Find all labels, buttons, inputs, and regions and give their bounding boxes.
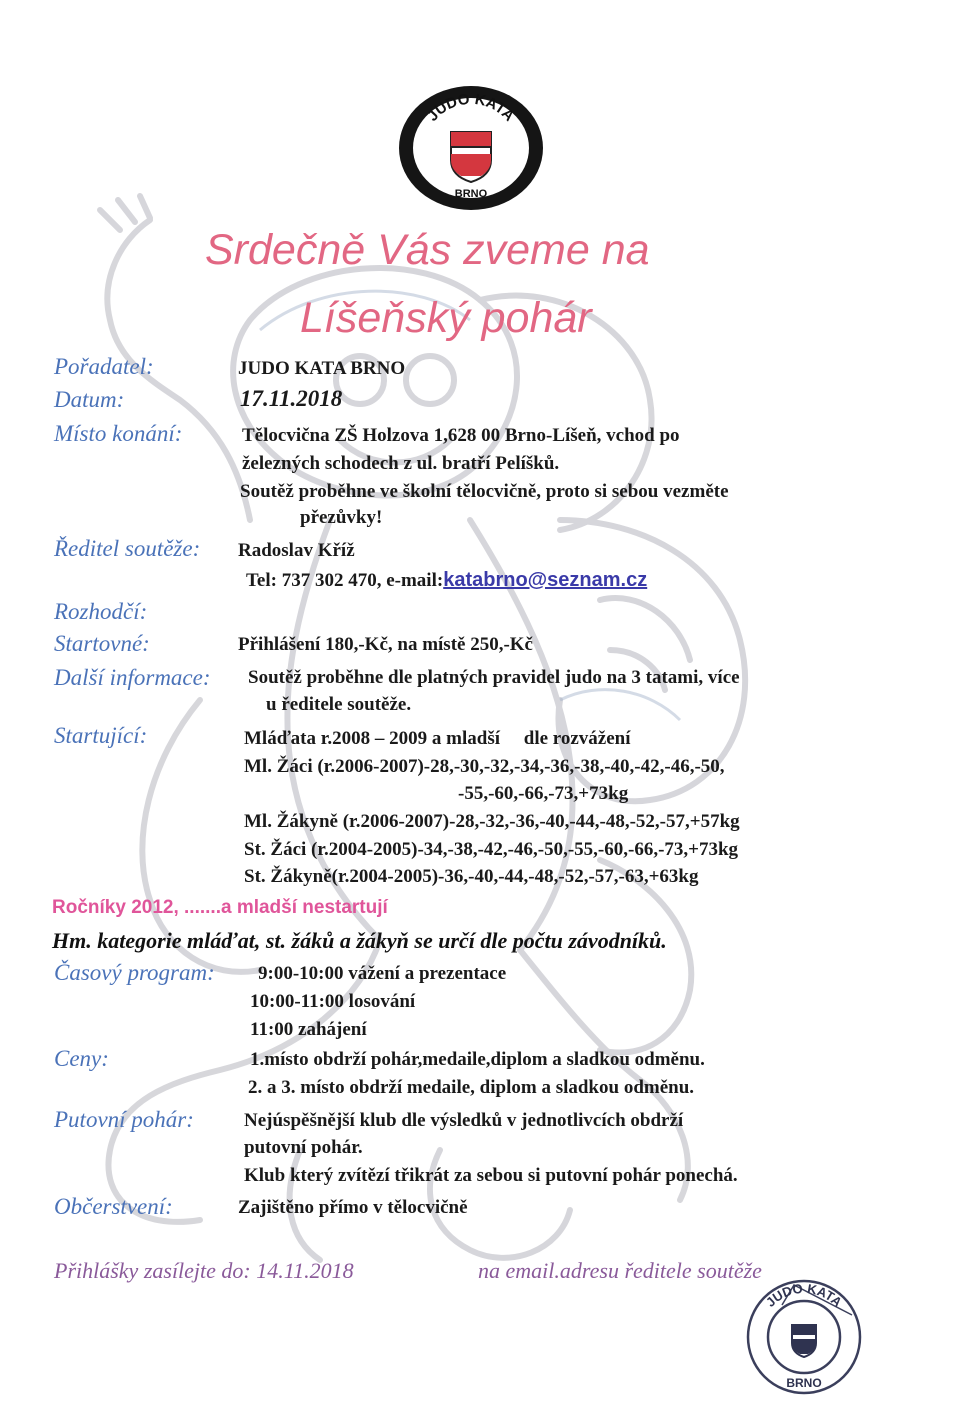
competitors-line-6: St. Žákyně(r.2004-2005)-36,-40,-44,-48,-52,-57,-63,+63kg <box>244 866 699 887</box>
svg-text:JUDO KATA: JUDO KATA <box>762 1280 846 1310</box>
director-name: Radoslav Kříž <box>238 540 355 561</box>
refreshments-value: Zajištěno přímo v tělocvičně <box>238 1197 468 1218</box>
director-email-link[interactable]: katabrno@seznam.cz <box>443 569 648 591</box>
schedule-line-3: 11:00 zahájení <box>250 1019 367 1040</box>
prizes-line-1: 1.místo obdrží pohár,medaile,diplom a sladkou odměnu. <box>250 1049 705 1070</box>
schedule-line-1: 9:00-10:00 vážení a prezentace <box>258 963 507 984</box>
title-line-2: Líšeňský pohár <box>300 294 592 342</box>
venue-label: Místo konání: <box>54 421 183 446</box>
organizer-label: Pořadatel: <box>54 354 154 379</box>
fee-label: Startovné: <box>54 631 150 656</box>
registration-email-note: na email.adresu ředitele soutěže <box>478 1258 762 1283</box>
more-info-line-2: u ředitele soutěže. <box>266 694 412 715</box>
competitors-line-4: Ml. Žákyně (r.2006-2007)-28,-32,-36,-40,-44,-48,-52,-57,+57kg <box>244 811 740 832</box>
age-notice: Ročníky 2012, .......a mladší nestartují <box>52 897 388 918</box>
registration-deadline: Přihlášky zasílejte do: 14.11.2018 <box>54 1258 354 1283</box>
trophy-line-1: Nejúspěšnější klub dle výsledků v jednotlivcích obdrží <box>244 1110 684 1131</box>
fee-value: Přihlášení 180,-Kč, na místě 250,-Kč <box>238 634 533 655</box>
director-label: Ředitel soutěže: <box>54 536 201 561</box>
trophy-line-3: Klub který zvítězí třikrát za sebou si putovní pohár ponechá. <box>244 1165 738 1186</box>
weight-category-note: Hm. kategorie mláďat, st. žáků a žákyň se určí dle počtu závodníků. <box>52 928 667 953</box>
svg-text:JUDO KATA: JUDO KATA <box>424 90 518 125</box>
refreshments-label: Občerstvení: <box>54 1194 173 1219</box>
more-info-line-1: Soutěž proběhne dle platných pravidel judo na 3 tatami, více <box>248 667 740 688</box>
club-stamp <box>742 1275 866 1399</box>
competitors-line-1: Mláďata r.2008 – 2009 a mladší dle rozvážení <box>244 728 631 749</box>
schedule-label: Časový program: <box>54 960 215 985</box>
competitors-line-5: St. Žáci (r.2004-2005)-34,-38,-42,-46,-50,-55,-60,-66,-73,+73kg <box>244 839 739 860</box>
venue-line-1: Tělocvična ZŠ Holzova 1,628 00 Brno-Líšeň, vchod po <box>242 425 680 446</box>
competitors-label: Startující: <box>54 723 148 748</box>
prizes-line-2: 2. a 3. místo obdrží medaile, diplom a sladkou odměnu. <box>248 1077 695 1098</box>
director-contact <box>246 569 647 592</box>
trophy-label: Putovní pohár: <box>54 1107 194 1132</box>
title-line-1: Srdečně Vás zveme na <box>205 226 650 274</box>
date-label: Datum: <box>54 387 125 412</box>
date-value: 17.11.2018 <box>240 386 343 411</box>
trophy-line-2: putovní pohár. <box>244 1137 363 1158</box>
more-info-label: Další informace: <box>54 665 211 690</box>
referees-label: Rozhodčí: <box>54 599 148 624</box>
venue-line-3: Soutěž proběhne ve školní tělocvičně, proto si sebou vezměte <box>240 481 729 502</box>
judo-kata-logo <box>396 84 546 212</box>
venue-line-4: přezůvky! <box>300 507 383 528</box>
competitors-line-2: Ml. Žáci (r.2006-2007)-28,-30,-32,-34,-36,-38,-40,-42,-46,-50, <box>244 756 725 777</box>
competitors-line-3: -55,-60,-66,-73,+73kg <box>458 783 629 804</box>
organizer-value: JUDO KATA BRNO <box>238 358 406 379</box>
director-phone: Tel: 737 302 470, e-mail: <box>246 570 444 591</box>
svg-text:BRNO: BRNO <box>454 188 488 200</box>
prizes-label: Ceny: <box>54 1046 109 1071</box>
venue-line-2: železných schodech z ul. bratří Pelíšků. <box>242 453 560 474</box>
schedule-line-2: 10:00-11:00 losování <box>250 991 416 1012</box>
svg-text:BRNO: BRNO <box>786 1376 822 1390</box>
